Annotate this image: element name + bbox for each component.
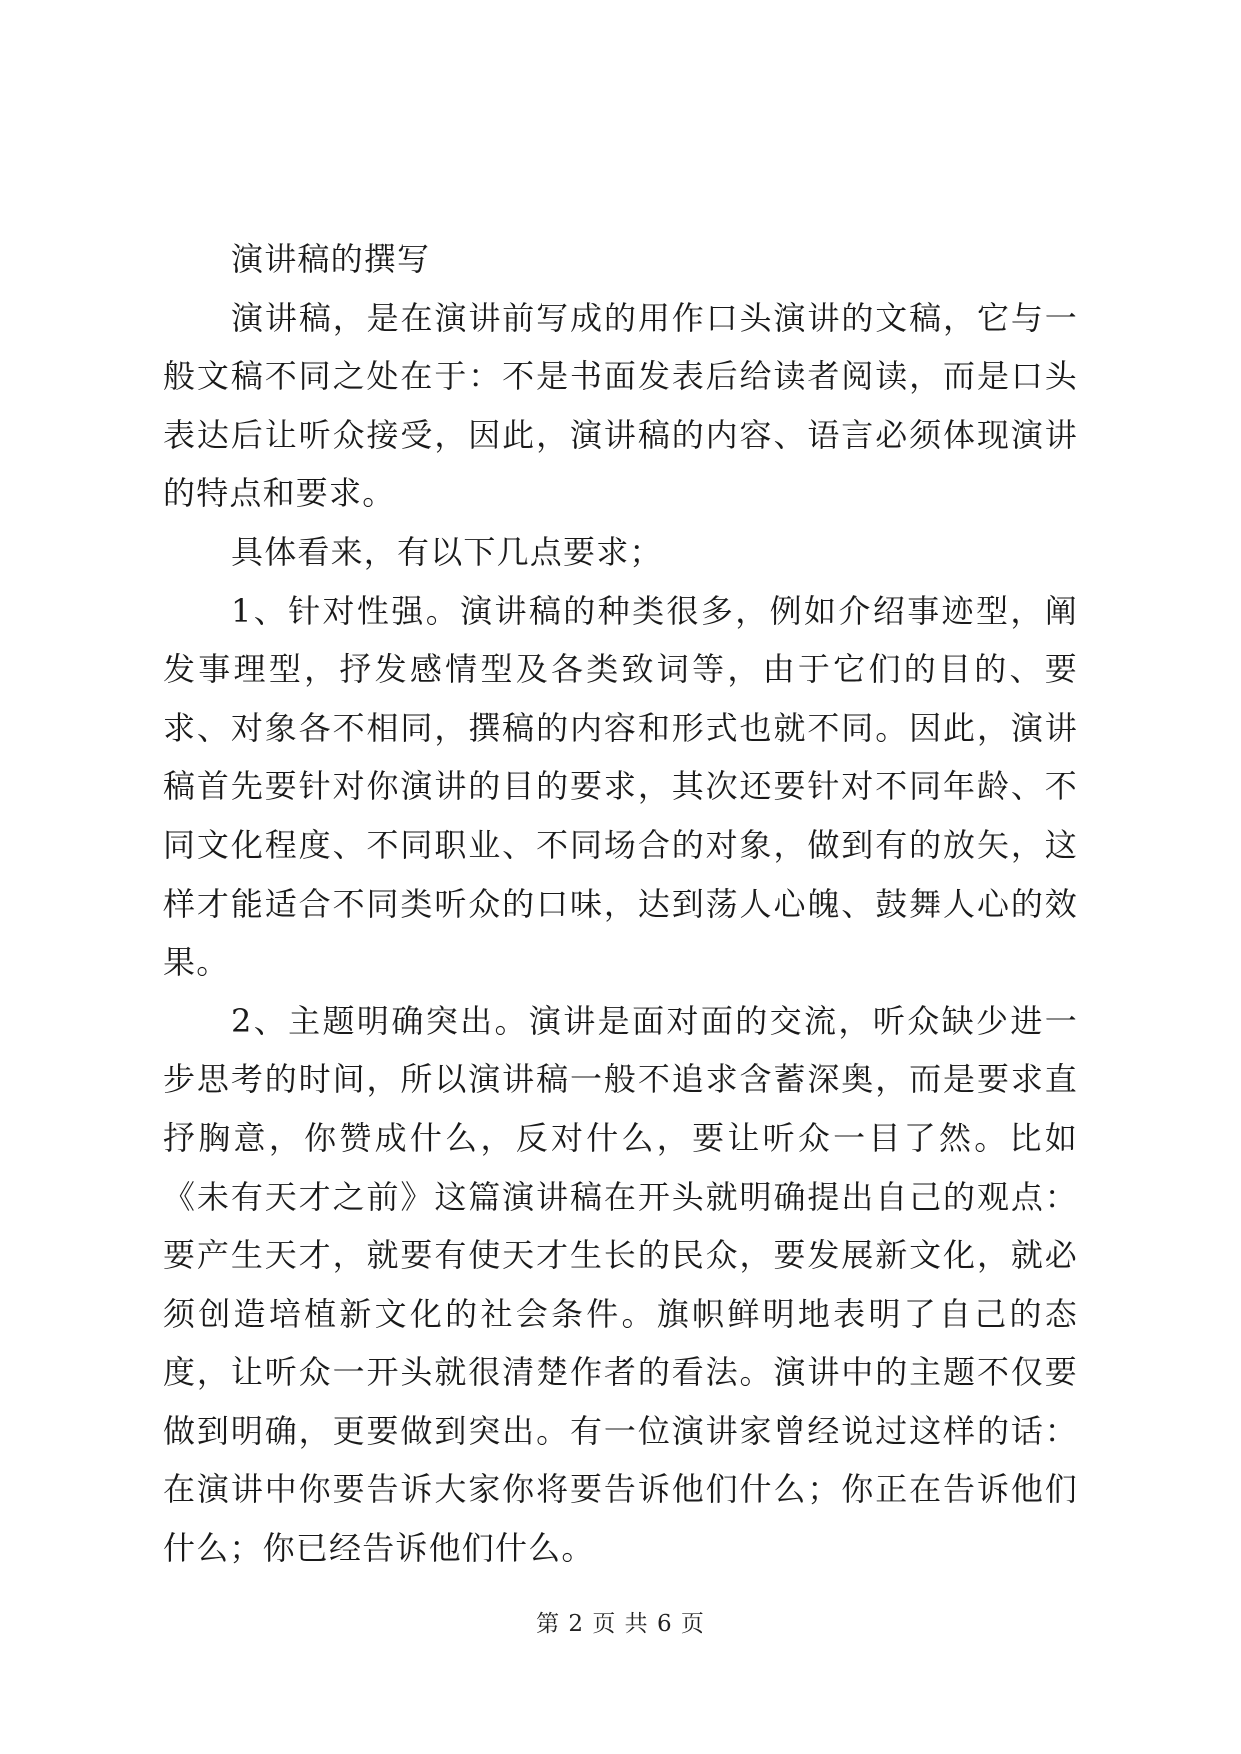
page-number-footer: 第 2 页 共 6 页: [536, 1611, 705, 1637]
document-body: [163, 230, 1078, 1578]
section-heading: 演讲稿的撰写: [231, 240, 431, 278]
paragraph-point-2: 2、主题明确突出。演讲是面对面的交流，听众缺少进一步思考的时间，所以演讲稿一般不追求含蓄深奥，而是要求直抒胸意，你赞成什么，反对什么，要让听众一目了然。比如《未有天才之前》这篇演讲稿在开头就明确提出自己的观点：要产生天才，就要有使天才生长的民众，要发展新文化，就必须创造培植新文化的社会条件。旗帜鲜明地表明了自己的态度，让听众一开头就很清楚作者的看法。演讲中的主题不仅要做到明确，更要做到突出。有一位演讲家曾经说过这样的话：在演讲中你要告诉大家你将要告诉他们什么；你正在告诉他们什么；你已经告诉他们什么。: [163, 1001, 1078, 1568]
paragraph-requirements-lead: 具体看来，有以下几点要求；: [231, 532, 663, 571]
paragraph-point-1: 1、针对性强。演讲稿的种类很多，例如介绍事迹型，阐发事理型，抒发感情型及各类致词等，由于它们的目的、要求、对象各不相同，撰稿的内容和形式也就不同。因此，演讲稿首先要针对你演讲的目的要求，其次还要针对不同年龄、不同文化程度、不同职业、不同场合的对象，做到有的放矢，这样才能适合不同类听众的口味，达到荡人心魄、鼓舞人心的效果。: [163, 591, 1078, 982]
paragraph-intro: 演讲稿，是在演讲前写成的用作口头演讲的文稿，它与一般文稿不同之处在于：不是书面发表后给读者阅读，而是口头表达后让听众接受，因此，演讲稿的内容、语言必须体现演讲的特点和要求。: [163, 298, 1078, 513]
